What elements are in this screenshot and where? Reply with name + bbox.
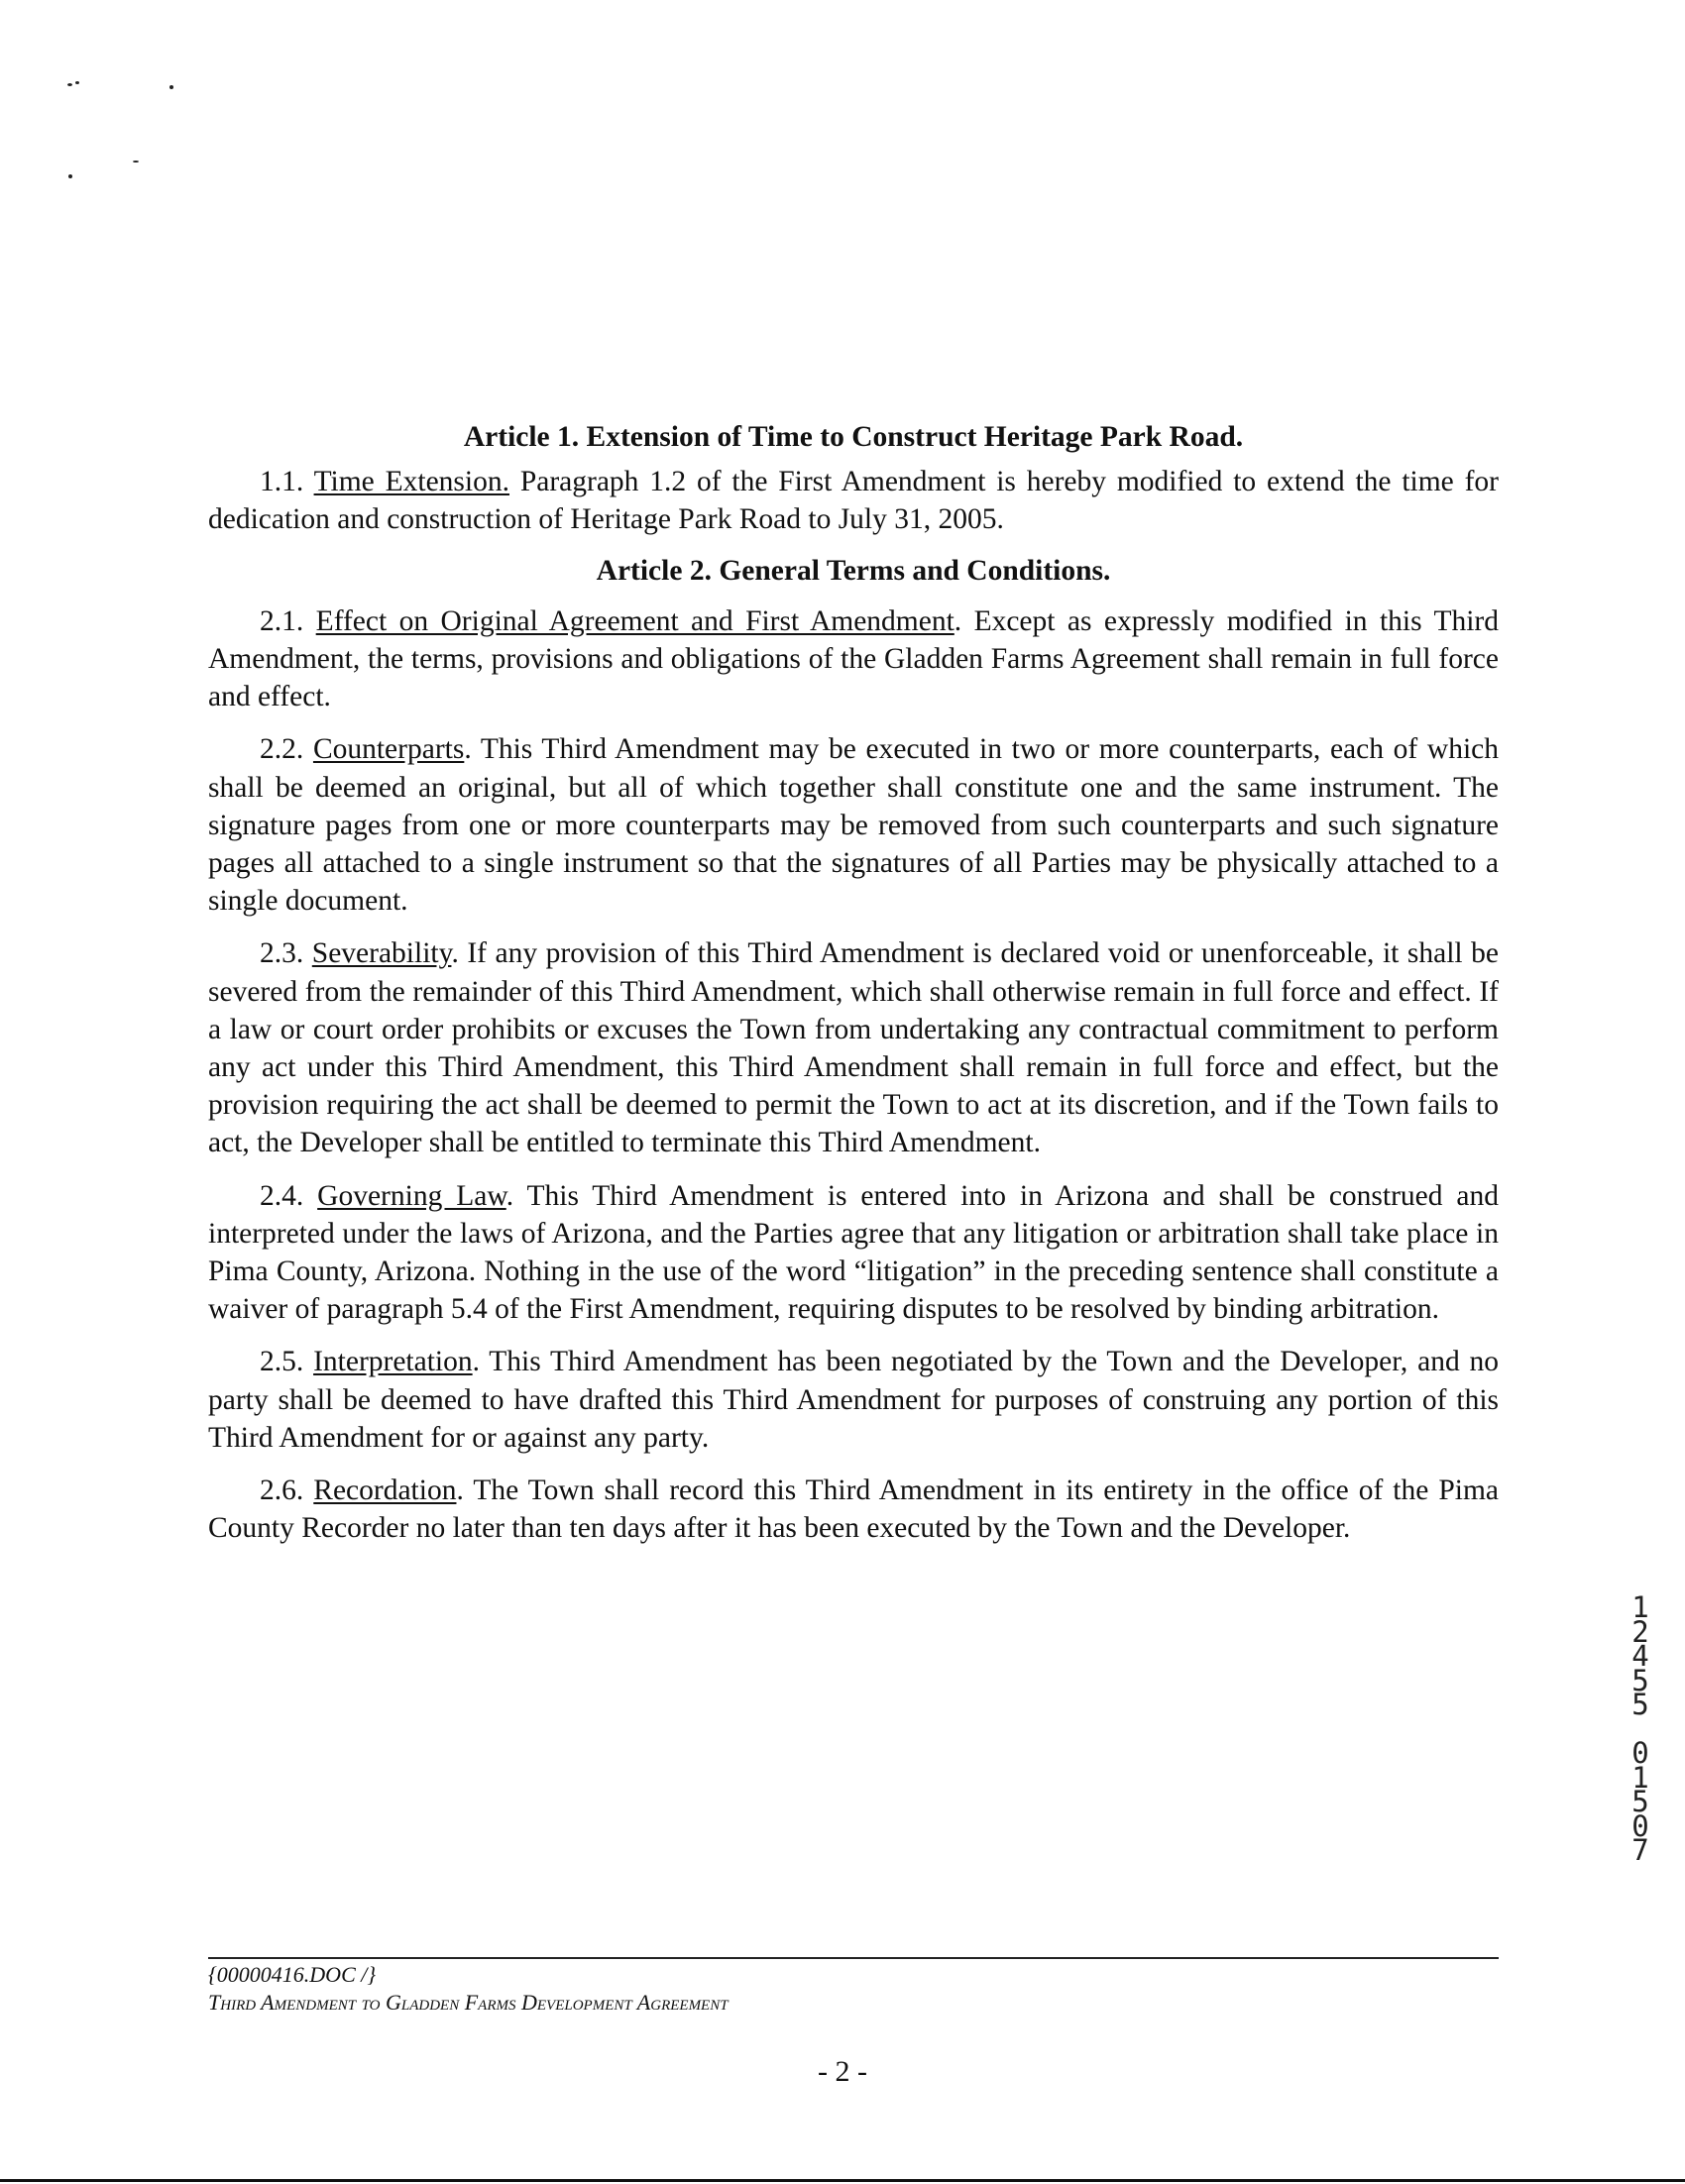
scan-speck bbox=[169, 85, 173, 89]
stamp-digit: 5 bbox=[1631, 1663, 1649, 1697]
paragraph-text: . This Third Amendment has been negotiated by the Town and the Developer, and no party shall be deemed to have drafted this Third Amendment for purposes of construing any portion of this Third Amendment for or against any party. bbox=[208, 1346, 1500, 1454]
paragraph-title: Interpretation bbox=[313, 1346, 473, 1378]
stamp-digit: 0 bbox=[1631, 1735, 1649, 1770]
paragraph-number: 1.1. bbox=[260, 466, 304, 498]
scan-speck bbox=[75, 81, 79, 84]
paragraph-title: Governing Law bbox=[317, 1179, 506, 1212]
stamp-digit: 5 bbox=[1631, 1785, 1649, 1819]
scan-speck bbox=[67, 83, 72, 86]
paragraph-text: . Except as expressly modified in this Third Amendment, the terms, provisions and obligations of the Gladden Farms Agreement shall remain in full force and effect. bbox=[208, 604, 1499, 713]
stamp-digit: 2 bbox=[1631, 1614, 1649, 1649]
paragraph-text: . This Third Amendment is entered into in Arizona and shall be construed and interpreted under the laws of Arizona, and the Parties agree that any litigation or arbitration shall take place in Pima County, Arizona. Nothing in the use of the word “litigation” in the preceding sentence shall constitute a waiver of paragraph 5.4 of the First Amendment, requiring disputes to be resolved by binding arbitration. bbox=[208, 1179, 1500, 1326]
footer-document-title: Third Amendment to Gladden Farms Development Agreement bbox=[208, 1990, 729, 2015]
page-number: - 2 - bbox=[818, 2055, 867, 2088]
paragraph-title: Counterparts bbox=[312, 733, 465, 766]
paragraph-number: 2.3. bbox=[260, 937, 304, 970]
stamp-digit: 5 bbox=[1631, 1688, 1649, 1722]
paragraph-title: Recordation bbox=[313, 1474, 457, 1507]
article-1-heading: Article 1. Extension of Time to Construct Heritage Park Road. bbox=[463, 421, 1244, 453]
paragraph-text: . The Town shall record this Third Amendment in its entirety in the office of the Pima County Recorder no later than ten days after it has been executed by the Town and the Developer. bbox=[208, 1474, 1500, 1545]
paragraph-2-4 bbox=[208, 1177, 1499, 1329]
paragraph-text: . This Third Amendment may be executed in two or more counterparts, each of which shall be deemed an original, but all of which together shall constitute one and the same instrument. The signature pages from one or more counterparts may be removed from such counterparts and such signature pages all attached to a single instrument so that the signatures of all Parties may be physically attached to a single document. bbox=[208, 733, 1499, 918]
stamp-digit: 7 bbox=[1631, 1833, 1649, 1868]
stamp-digit: 0 bbox=[1631, 1808, 1649, 1843]
paragraph-text: Paragraph 1.2 of the First Amendment is hereby modified to extend the time for dedication and construction of Heritage Park Road to July 31, 2005. bbox=[208, 466, 1499, 536]
paragraph-number: 2.2. bbox=[260, 733, 304, 766]
paragraph-text: . If any provision of this Third Amendment is declared void or unenforceable, it shall be severed from the remainder of this Third Amendment, which shall otherwise remain in full force and effect. If a law or court order prohibits or excuses the Town from undertaking any contractual commitment to perform any act under this Third Amendment, this Third Amendment shall remain in full force and effect, but the provision requiring the act shall be deemed to permit the Town to act at its discretion, and if the Town fails to act, the Developer shall be entitled to terminate this Third Amendment. bbox=[208, 937, 1499, 1159]
stamp-digit: 1 bbox=[1631, 1760, 1649, 1795]
footer-doc-id: {00000416.DOC /} bbox=[208, 1962, 377, 1987]
stamp-digit: 1 bbox=[1631, 1590, 1649, 1624]
paragraph-2-5 bbox=[208, 1343, 1499, 1457]
scan-edge-line bbox=[0, 2179, 1685, 2182]
paragraph-1-1 bbox=[208, 463, 1499, 538]
paragraph-2-3 bbox=[208, 934, 1499, 1161]
paragraph-number: 2.1. bbox=[260, 604, 304, 637]
paragraph-title: Time Extension. bbox=[313, 466, 509, 498]
paragraph-2-6 bbox=[208, 1472, 1499, 1547]
paragraph-title: Effect on Original Agreement and First Amendment bbox=[315, 604, 955, 637]
scan-speck bbox=[133, 161, 139, 163]
stamp-digit: 4 bbox=[1631, 1639, 1649, 1674]
paragraph-number: 2.5. bbox=[260, 1346, 304, 1378]
document-body bbox=[208, 418, 1499, 1547]
paragraph-2-2 bbox=[208, 730, 1499, 920]
paragraph-title: Severability bbox=[311, 937, 452, 970]
footer-divider bbox=[208, 1957, 1499, 1959]
paragraph-2-1 bbox=[208, 602, 1499, 716]
article-2-heading: Article 2. General Terms and Conditions. bbox=[596, 554, 1111, 587]
recording-number-stamp bbox=[1623, 1590, 1658, 1868]
paragraph-number: 2.6. bbox=[260, 1474, 304, 1507]
scan-speck bbox=[68, 174, 72, 178]
paragraph-number: 2.4. bbox=[260, 1179, 304, 1212]
